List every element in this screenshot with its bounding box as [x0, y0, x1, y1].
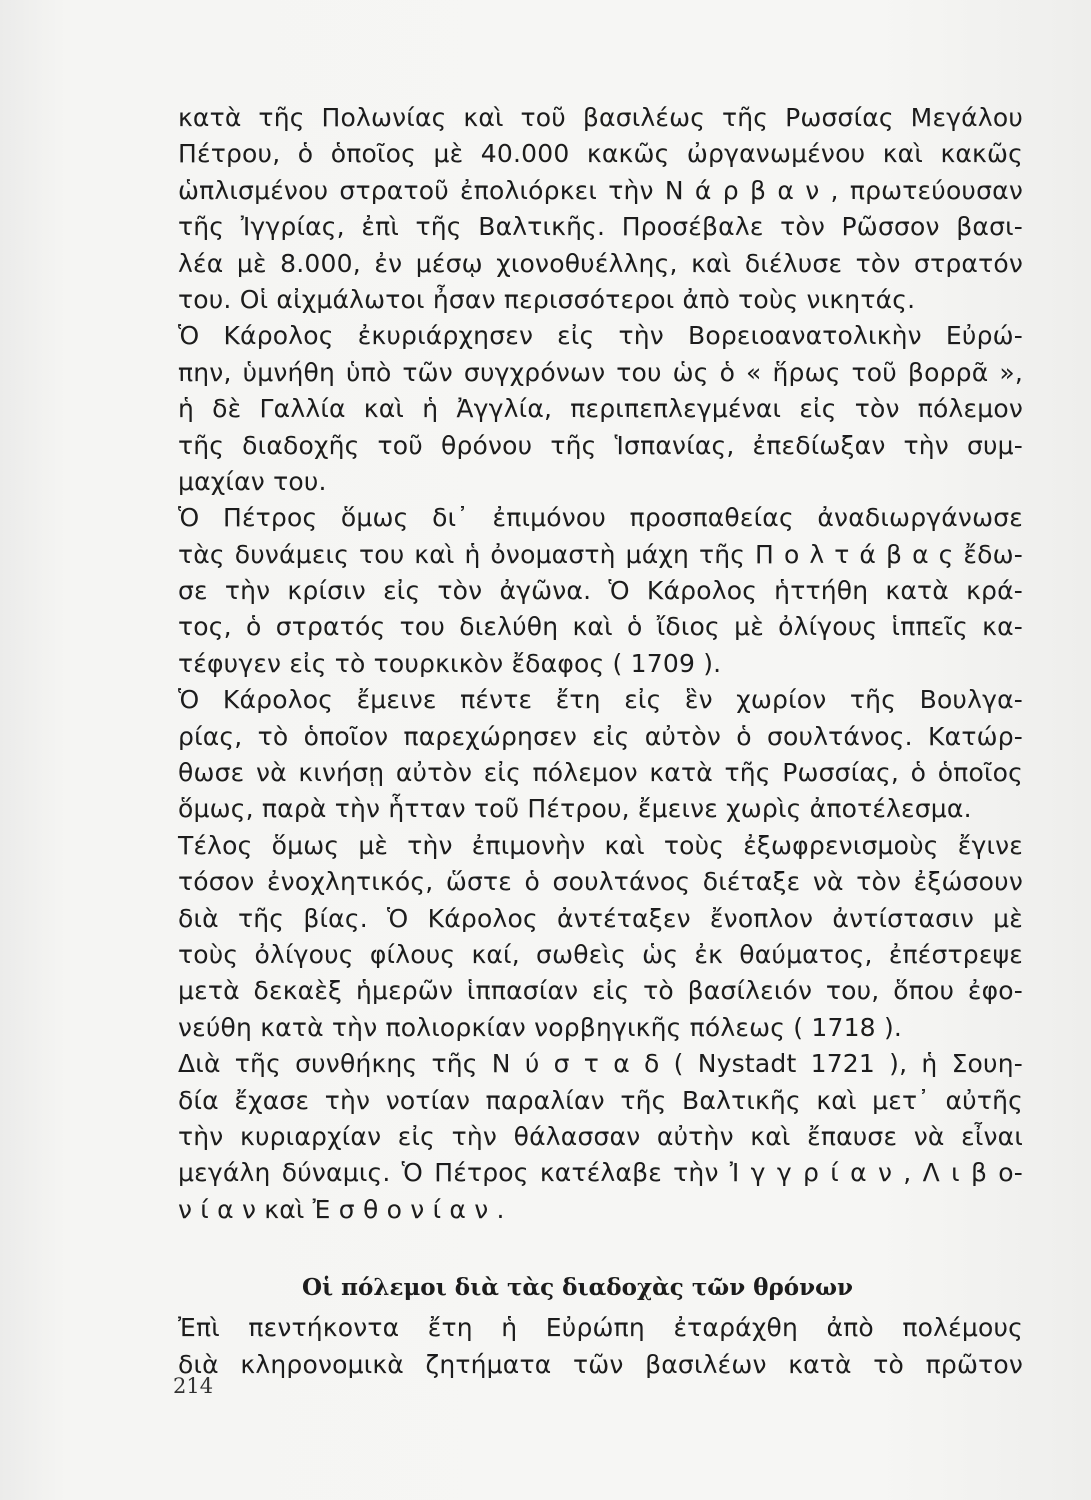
text-line: ἡ δὲ Γαλλία καὶ ἡ Ἀγγλία, περιπεπλεγμέναι εἰς τὸν πόλεμον	[178, 394, 1023, 424]
text-line: θωσε νὰ κινήσῃ αὐτὸν εἰς πόλεμον κατὰ τῆς Ρωσσίας, ὁ ὁποῖος	[178, 758, 1023, 788]
text-line: τόσον ἐνοχλητικός, ὥστε ὁ σουλτάνος διέταξε νὰ τὸν ἐξώσουν	[178, 867, 1023, 897]
text-line: Ὁ Κάρολος ἔμεινε πέντε ἔτη εἰς ἓν χωρίον τῆς Βουλγα-	[178, 685, 1023, 715]
text-line: τέφυγεν εἰς τὸ τουρκικὸν ἔδαφος ( 1709 ).	[178, 648, 722, 678]
text-line: Διὰ τῆς συνθήκης τῆς Ν ύ σ τ α δ ( Nystadt 1721 ), ἡ Σουη-	[178, 1049, 1023, 1079]
text-line: μαχίαν του.	[178, 466, 327, 496]
text-line: ρίας, τὸ ὁποῖον παρεχώρησεν εἰς αὐτὸν ὁ σουλτάνος. Κατώρ-	[178, 721, 1023, 751]
text-line: Ὁ Πέτρος ὅμως δι᾽ ἐπιμόνου προσπαθείας ἀναδιωργάνωσε	[178, 503, 1023, 533]
text-line: ὡπλισμένου στρατοῦ ἐπολιόρκει τὴν Ν ά ρ β α ν , πρωτεύουσαν	[178, 175, 1023, 205]
text-line: τῆς Ἰγγρίας, ἐπὶ τῆς Βαλτικῆς. Προσέβαλε τὸν Ρῶσσον βασι-	[178, 212, 1023, 242]
text-line: κατὰ τῆς Πολωνίας καὶ τοῦ βασιλέως τῆς Ρωσσίας Μεγάλου	[178, 103, 1023, 132]
text-line: Ἐπὶ πεντήκοντα ἔτη ἡ Εὐρώπη ἐταράχθη ἀπὸ πολέμους	[178, 1313, 1023, 1343]
section-gap	[178, 1228, 1023, 1266]
text-line: Ὁ Κάρολος ἐκυριάρχησεν εἰς τὴν Βορειοανατολικὴν Εὐρώ-	[178, 321, 1023, 351]
text-line: τοὺς ὀλίγους φίλους καί, σωθεὶς ὡς ἐκ θαύματος, ἐπέστρεψε	[178, 939, 1023, 969]
page-number: 214	[173, 1374, 214, 1398]
text-line: ν ί α ν καὶ Ἐ σ θ ο ν ί α ν .	[178, 1194, 505, 1224]
text-line: τος, ὁ στρατός του διελύθη καὶ ὁ ἴδιος μὲ ὀλίγους ἱππεῖς κα-	[178, 612, 1023, 642]
text-line: μεγάλη δύναμις. Ὁ Πέτρος κατέλαβε τὴν Ἰ γ γ ρ ί α ν , Λ ι β ο-	[178, 1158, 1023, 1188]
text-line: λέα μὲ 8.000, ἐν μέσῳ χιονοθυέλλης, καὶ διέλυσε τὸν στρατόν	[178, 248, 1023, 278]
text-line: Πέτρου, ὁ ὁποῖος μὲ 40.000 κακῶς ὠργανωμένου καὶ κακῶς	[178, 139, 1023, 169]
text-line: πην, ὑμνήθη ὑπὸ τῶν συγχρόνων του ὡς ὁ « ἥρως τοῦ βορρᾶ »,	[178, 357, 1023, 387]
text-line: νεύθη κατὰ τὴν πολιορκίαν νορβηγικῆς πόλεως ( 1718 ).	[178, 1012, 903, 1042]
section-heading: Οἱ πόλεμοι διὰ τὰς διαδοχὰς τῶν θρόνων	[302, 1274, 853, 1302]
text-line: τῆς διαδοχῆς τοῦ θρόνου τῆς Ἱσπανίας, ἐπεδίωξαν τὴν συμ-	[178, 430, 1023, 460]
text-line: μετὰ δεκαὲξ ἡμερῶν ἱππασίαν εἰς τὸ βασίλειόν του, ὅπου ἐφο-	[178, 976, 1023, 1006]
body-text	[178, 100, 1023, 1383]
text-line: τὴν κυριαρχίαν εἰς τὴν θάλασσαν αὐτὴν καὶ ἔπαυσε νὰ εἶναι	[178, 1121, 1023, 1151]
text-line: Τέλος ὅμως μὲ τὴν ἐπιμονὴν καὶ τοὺς ἐξωφρενισμοὺς ἔγινε	[178, 830, 1023, 860]
text-line: σε τὴν κρίσιν εἰς τὸν ἀγῶνα. Ὁ Κάρολος ἡττήθη κατὰ κρά-	[178, 576, 1023, 606]
text-line: του. Οἱ αἰχμάλωτοι ἦσαν περισσότεροι ἀπὸ τοὺς νικητάς.	[178, 284, 916, 314]
text-line: διὰ κληρονομικὰ ζητήματα τῶν βασιλέων κατὰ τὸ πρῶτον	[178, 1349, 1023, 1379]
text-line: διὰ τῆς βίας. Ὁ Κάρολος ἀντέταξεν ἔνοπλον ἀντίστασιν μὲ	[178, 903, 1023, 933]
text-line: δία ἔχασε τὴν νοτίαν παραλίαν τῆς Βαλτικῆς καὶ μετ᾽ αὐτῆς	[178, 1085, 1023, 1115]
text-line: τὰς δυνάμεις του καὶ ἡ ὀνομαστὴ μάχη τῆς Π ο λ τ ά β α ς ἔδω-	[178, 539, 1023, 569]
text-line: ὅμως, παρὰ τὴν ἧτταν τοῦ Πέτρου, ἔμεινε χωρὶς ἀποτέλεσμα.	[178, 794, 972, 824]
